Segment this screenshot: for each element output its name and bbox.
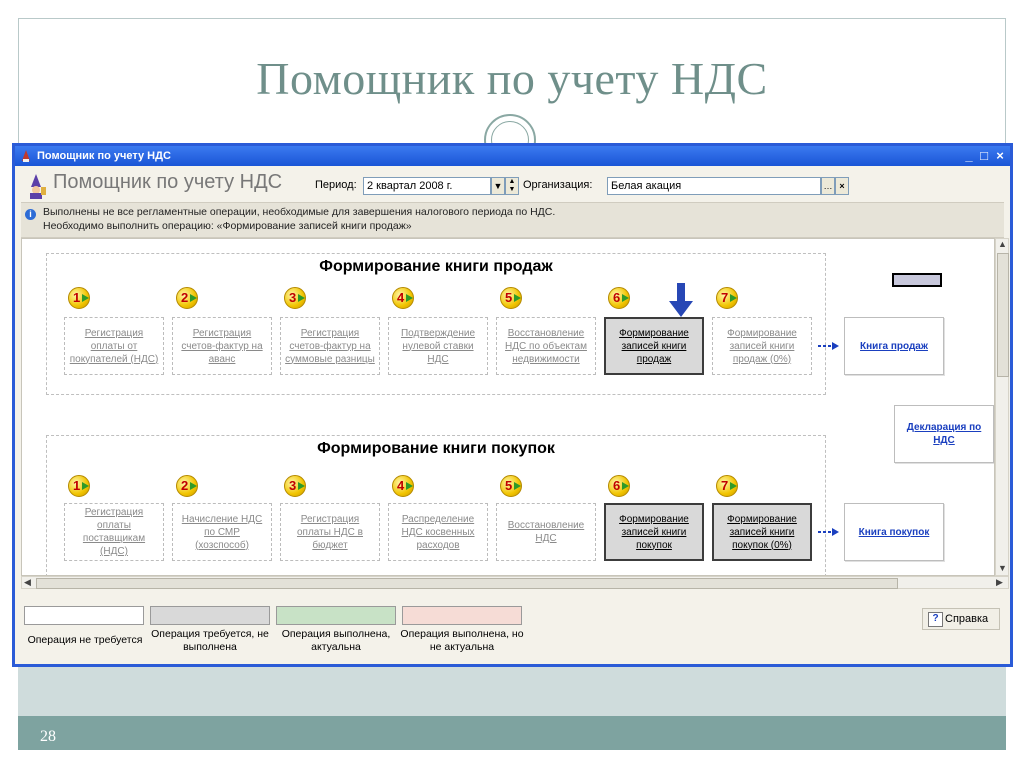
purchases-step-5-number: 5 xyxy=(500,475,522,497)
period-dropdown-button[interactable]: ▼ xyxy=(491,177,505,195)
sales-step-2-number: 2 xyxy=(176,287,198,309)
green-arrow-icon xyxy=(406,482,413,490)
operation-label: Формирование записей книги продаж xyxy=(619,327,689,365)
legend-label-required: Операция требуется, не выполнена xyxy=(151,628,269,653)
organization-field[interactable]: Белая акация xyxy=(607,177,821,195)
wizard-icon xyxy=(25,173,47,199)
help-label: Справка xyxy=(945,613,989,625)
operation-label: Восстановление НДС по объектам недвижимости xyxy=(505,327,587,365)
purchases-step-7-operation[interactable] xyxy=(712,503,812,561)
green-arrow-icon xyxy=(622,482,629,490)
sales-book-link[interactable]: Книга продаж xyxy=(844,317,944,375)
slide-bottom-band xyxy=(18,666,1006,716)
green-arrow-icon xyxy=(298,482,305,490)
slide-footer xyxy=(18,716,1006,750)
operation-label: Подтверждение нулевой ставки НДС xyxy=(400,327,476,365)
app-icon xyxy=(19,149,33,163)
operation-label: Регистрация оплаты от покупателей (НДС) xyxy=(69,327,159,365)
scroll-down-icon[interactable]: ▼ xyxy=(998,563,1007,573)
page-number: 28 xyxy=(40,728,56,745)
operation-label: Начисление НДС по СМР (хозспособ) xyxy=(181,513,263,551)
vat-declaration-link[interactable]: Декларация по НДС xyxy=(894,405,994,463)
help-button[interactable] xyxy=(922,608,1000,630)
operation-label: Восстановление НДС xyxy=(507,520,585,544)
green-arrow-icon xyxy=(730,294,737,302)
window-title: Помощник по учету НДС xyxy=(37,150,171,162)
green-arrow-icon xyxy=(730,482,737,490)
horizontal-scrollbar[interactable] xyxy=(21,576,1009,589)
header-row xyxy=(15,166,1010,202)
sales-step-1-number: 1 xyxy=(68,287,90,309)
purchases-step-3-number: 3 xyxy=(284,475,306,497)
purchases-step-5-operation[interactable] xyxy=(496,503,596,561)
sales-step-7-operation[interactable] xyxy=(712,317,812,375)
sales-step-6-number: 6 xyxy=(608,287,630,309)
operation-label: Регистрация счетов-фактур на суммовые разницы xyxy=(285,327,375,365)
operation-label: Формирование записей книги покупок (0%) xyxy=(727,513,797,551)
operation-label: Регистрация оплаты поставщикам (НДС) xyxy=(82,507,146,557)
sales-step-7-number: 7 xyxy=(716,287,738,309)
sales-section-title: Формирование книги продаж xyxy=(319,258,553,275)
sales-step-6-operation[interactable] xyxy=(604,317,704,375)
green-arrow-icon xyxy=(82,294,89,302)
legend-label-not-required: Операция не требуется xyxy=(27,634,143,646)
vat-assistant-window xyxy=(12,143,1013,667)
green-arrow-icon xyxy=(190,482,197,490)
operation-label: Формирование записей книги продаж (0%) xyxy=(727,327,797,365)
indicator-box xyxy=(892,273,942,287)
organization-label: Организация: xyxy=(523,179,593,191)
scroll-up-icon[interactable]: ▲ xyxy=(998,239,1007,249)
horizontal-scroll-thumb[interactable] xyxy=(36,578,898,589)
period-spinner[interactable]: ▲ ▼ xyxy=(505,177,519,195)
purchases-step-4-number: 4 xyxy=(392,475,414,497)
slide-title: Помощник по учету НДС xyxy=(256,53,768,104)
window-titlebar[interactable] xyxy=(15,146,1010,166)
workflow-panel xyxy=(21,238,995,576)
purchases-step-6-operation[interactable] xyxy=(604,503,704,561)
info-icon: i xyxy=(25,209,36,220)
purchases-step-6-number: 6 xyxy=(608,475,630,497)
sales-result-arrow-icon xyxy=(818,342,840,350)
sales-step-3-operation[interactable] xyxy=(280,317,380,375)
maximize-icon[interactable]: □ xyxy=(980,148,988,163)
organization-clear-button[interactable]: × xyxy=(835,177,849,195)
purchases-step-4-operation[interactable] xyxy=(388,503,488,561)
green-arrow-icon xyxy=(82,482,89,490)
header-title: Помощник по учету НДС xyxy=(53,171,283,193)
vertical-scrollbar[interactable] xyxy=(995,238,1009,576)
green-arrow-icon xyxy=(298,294,305,302)
purchase-section-title: Формирование книги покупок xyxy=(317,440,555,457)
sales-step-5-number: 5 xyxy=(500,287,522,309)
scroll-left-icon[interactable]: ◀ xyxy=(24,577,31,587)
sales-step-4-operation[interactable] xyxy=(388,317,488,375)
purchase-book-link[interactable]: Книга покупок xyxy=(844,503,944,561)
green-arrow-icon xyxy=(406,294,413,302)
minimize-icon[interactable]: _ xyxy=(965,148,973,163)
period-label: Период: xyxy=(315,179,357,191)
vertical-scroll-thumb[interactable] xyxy=(997,253,1009,377)
legend-swatch-not-required xyxy=(24,606,144,625)
legend-swatch-done-actual xyxy=(276,606,396,625)
sales-step-1-operation[interactable] xyxy=(64,317,164,375)
current-step-arrow-icon xyxy=(668,283,694,319)
sales-step-3-number: 3 xyxy=(284,287,306,309)
purchase-result-arrow-icon xyxy=(818,528,840,536)
scroll-right-icon[interactable]: ▶ xyxy=(996,577,1003,587)
purchases-step-2-operation[interactable] xyxy=(172,503,272,561)
purchases-step-1-operation[interactable] xyxy=(64,503,164,561)
message-panel xyxy=(21,202,1004,238)
purchases-step-2-number: 2 xyxy=(176,475,198,497)
sales-step-2-operation[interactable] xyxy=(172,317,272,375)
operation-label: Формирование записей книги покупок xyxy=(619,513,689,551)
green-arrow-icon xyxy=(622,294,629,302)
sales-step-4-number: 4 xyxy=(392,287,414,309)
sales-step-5-operation[interactable] xyxy=(496,317,596,375)
message-line-1: Выполнены не все регламентные операции, необходимые для завершения налогового периода по НДС. xyxy=(43,206,556,218)
purchases-step-3-operation[interactable] xyxy=(280,503,380,561)
operation-label: Распределение НДС косвенных расходов xyxy=(401,513,475,551)
legend-label-done-not-actual: Операция выполнена, но не актуальна xyxy=(400,628,524,653)
purchases-step-7-number: 7 xyxy=(716,475,738,497)
operation-label: Регистрация счетов-фактур на аванс xyxy=(181,327,263,365)
purchases-step-1-number: 1 xyxy=(68,475,90,497)
green-arrow-icon xyxy=(514,482,521,490)
green-arrow-icon xyxy=(190,294,197,302)
legend-swatch-required xyxy=(150,606,270,625)
operation-label: Регистрация оплаты НДС в бюджет xyxy=(296,513,363,551)
legend-swatch-done-not-actual xyxy=(402,606,522,625)
legend-label-done-actual: Операция выполнена, актуальна xyxy=(281,628,391,653)
green-arrow-icon xyxy=(514,294,521,302)
help-icon: ? xyxy=(928,612,943,627)
message-line-2: Необходимо выполнить операцию: «Формирование записей книги продаж» xyxy=(43,220,412,232)
organization-select-button[interactable]: … xyxy=(821,177,835,195)
close-icon[interactable]: × xyxy=(996,148,1004,163)
period-field[interactable]: 2 квартал 2008 г. xyxy=(363,177,491,195)
